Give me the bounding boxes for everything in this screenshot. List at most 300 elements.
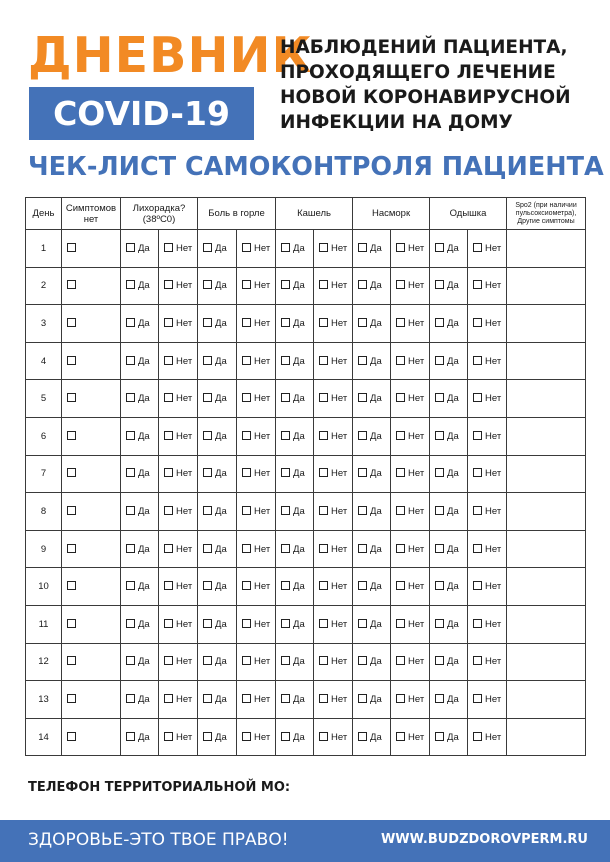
runny-nose-yes-checkbox[interactable] — [358, 544, 367, 553]
cough-yes-checkbox[interactable] — [281, 656, 290, 665]
runny-nose-no-checkbox[interactable] — [396, 431, 405, 440]
fever-yes-cell — [121, 605, 159, 643]
cough-no-cell — [314, 643, 353, 681]
shortness-of-breath-yes-checkbox[interactable] — [435, 506, 444, 515]
sore-throat-yes-checkbox[interactable] — [203, 393, 212, 402]
no-label: Нет — [408, 242, 425, 254]
cough-no-cell — [314, 605, 353, 643]
runny-nose-no-checkbox[interactable] — [396, 280, 405, 289]
no-symptoms-checkbox[interactable] — [67, 619, 76, 628]
shortness-of-breath-no-cell — [468, 342, 507, 380]
spo2-other-symptoms-cell[interactable] — [507, 230, 586, 268]
no-symptoms-checkbox[interactable] — [67, 694, 76, 703]
yes-label: Да — [138, 393, 150, 405]
fever-no-checkbox[interactable] — [164, 581, 173, 590]
fever-yes-checkbox[interactable] — [126, 694, 135, 703]
shortness-of-breath-yes-checkbox[interactable] — [435, 581, 444, 590]
shortness-of-breath-yes-cell — [430, 455, 468, 493]
no-symptoms-checkbox[interactable] — [67, 544, 76, 553]
no-symptoms-checkbox[interactable] — [67, 280, 76, 289]
sore-throat-yes-checkbox[interactable] — [203, 506, 212, 515]
sore-throat-no-cell — [237, 417, 276, 455]
yes-label: Да — [138, 656, 150, 668]
cough-no-cell — [314, 230, 353, 268]
spo2-other-symptoms-cell[interactable] — [507, 455, 586, 493]
shortness-of-breath-yes-cell — [430, 305, 468, 343]
no-label: Нет — [254, 468, 271, 480]
shortness-of-breath-yes-checkbox[interactable] — [435, 619, 444, 628]
cough-no-checkbox[interactable] — [319, 243, 328, 252]
shortness-of-breath-no-checkbox[interactable] — [473, 656, 482, 665]
runny-nose-no-checkbox[interactable] — [396, 393, 405, 402]
fever-yes-checkbox[interactable] — [126, 468, 135, 477]
no-symptoms-cell — [62, 493, 121, 531]
runny-nose-yes-checkbox[interactable] — [358, 656, 367, 665]
sore-throat-yes-checkbox[interactable] — [203, 619, 212, 628]
cough-no-checkbox[interactable] — [319, 506, 328, 515]
shortness-of-breath-no-checkbox[interactable] — [473, 431, 482, 440]
cough-yes-cell — [276, 230, 314, 268]
sore-throat-no-checkbox[interactable] — [242, 243, 251, 252]
runny-nose-no-checkbox[interactable] — [396, 656, 405, 665]
spo2-other-symptoms-cell[interactable] — [507, 417, 586, 455]
no-symptoms-checkbox[interactable] — [67, 356, 76, 365]
no-label: Нет — [485, 317, 502, 329]
fever-yes-checkbox[interactable] — [126, 356, 135, 365]
yes-label: Да — [215, 581, 227, 593]
no-label: Нет — [485, 430, 502, 442]
spo2-other-symptoms-cell[interactable] — [507, 718, 586, 756]
fever-yes-cell — [121, 455, 159, 493]
cough-yes-checkbox[interactable] — [281, 393, 290, 402]
shortness-of-breath-yes-checkbox[interactable] — [435, 280, 444, 289]
fever-yes-checkbox[interactable] — [126, 544, 135, 553]
spo2-other-symptoms-cell[interactable] — [507, 643, 586, 681]
sore-throat-yes-checkbox[interactable] — [203, 544, 212, 553]
shortness-of-breath-no-cell — [468, 681, 507, 719]
yes-label: Да — [138, 280, 150, 292]
runny-nose-no-checkbox[interactable] — [396, 581, 405, 590]
shortness-of-breath-yes-checkbox[interactable] — [435, 356, 444, 365]
runny-nose-no-cell — [391, 493, 430, 531]
shortness-of-breath-no-checkbox[interactable] — [473, 356, 482, 365]
cough-no-checkbox[interactable] — [319, 468, 328, 477]
no-label: Нет — [408, 581, 425, 593]
cough-no-checkbox[interactable] — [319, 544, 328, 553]
sore-throat-no-cell — [237, 380, 276, 418]
sore-throat-no-checkbox[interactable] — [242, 468, 251, 477]
runny-nose-no-checkbox[interactable] — [396, 468, 405, 477]
no-symptoms-checkbox[interactable] — [67, 656, 76, 665]
fever-yes-checkbox[interactable] — [126, 732, 135, 741]
sore-throat-yes-checkbox[interactable] — [203, 431, 212, 440]
table-row — [26, 417, 586, 455]
shortness-of-breath-yes-cell — [430, 643, 468, 681]
yes-label: Да — [447, 242, 459, 254]
no-label: Нет — [485, 242, 502, 254]
no-label: Нет — [331, 280, 348, 292]
fever-yes-cell — [121, 643, 159, 681]
fever-yes-checkbox[interactable] — [126, 581, 135, 590]
cough-yes-checkbox[interactable] — [281, 544, 290, 553]
sore-throat-yes-checkbox[interactable] — [203, 318, 212, 327]
footer-website-link[interactable]: WWW.BUDZDOROVPERM.RU — [380, 832, 588, 847]
runny-nose-yes-checkbox[interactable] — [358, 356, 367, 365]
no-symptoms-checkbox[interactable] — [67, 468, 76, 477]
fever-yes-checkbox[interactable] — [126, 393, 135, 402]
yes-label: Да — [215, 656, 227, 668]
no-label: Нет — [254, 317, 271, 329]
col-header-day: День — [26, 198, 62, 230]
sore-throat-yes-checkbox[interactable] — [203, 468, 212, 477]
diary-title: ДНЕВНИК — [28, 27, 313, 84]
fever-no-cell — [159, 455, 198, 493]
fever-no-checkbox[interactable] — [164, 356, 173, 365]
cough-yes-checkbox[interactable] — [281, 356, 290, 365]
runny-nose-yes-checkbox[interactable] — [358, 581, 367, 590]
no-symptoms-cell — [62, 455, 121, 493]
fever-no-checkbox[interactable] — [164, 656, 173, 665]
yes-label: Да — [370, 731, 382, 743]
runny-nose-no-checkbox[interactable] — [396, 506, 405, 515]
sore-throat-no-cell — [237, 493, 276, 531]
yes-label: Да — [138, 693, 150, 705]
no-label: Нет — [331, 731, 348, 743]
shortness-of-breath-yes-cell — [430, 417, 468, 455]
cough-no-checkbox[interactable] — [319, 732, 328, 741]
shortness-of-breath-yes-checkbox[interactable] — [435, 318, 444, 327]
runny-nose-no-cell — [391, 605, 430, 643]
yes-label: Да — [447, 468, 459, 480]
runny-nose-yes-checkbox[interactable] — [358, 243, 367, 252]
fever-yes-checkbox[interactable] — [126, 280, 135, 289]
no-symptoms-cell — [62, 681, 121, 719]
spo2-other-symptoms-cell[interactable] — [507, 568, 586, 606]
shortness-of-breath-no-checkbox[interactable] — [473, 318, 482, 327]
day-number: 5 — [26, 380, 62, 418]
yes-label: Да — [138, 581, 150, 593]
cough-yes-cell — [276, 493, 314, 531]
no-label: Нет — [331, 505, 348, 517]
yes-label: Да — [293, 618, 305, 630]
sore-throat-yes-checkbox[interactable] — [203, 656, 212, 665]
no-label: Нет — [331, 317, 348, 329]
cough-yes-checkbox[interactable] — [281, 581, 290, 590]
cough-no-checkbox[interactable] — [319, 280, 328, 289]
cough-yes-cell — [276, 568, 314, 606]
spo2-other-symptoms-cell[interactable] — [507, 305, 586, 343]
fever-no-checkbox[interactable] — [164, 431, 173, 440]
yes-label: Да — [215, 393, 227, 405]
runny-nose-no-cell — [391, 267, 430, 305]
sore-throat-no-cell — [237, 230, 276, 268]
shortness-of-breath-no-checkbox[interactable] — [473, 506, 482, 515]
shortness-of-breath-no-checkbox[interactable] — [473, 581, 482, 590]
no-label: Нет — [331, 618, 348, 630]
no-symptoms-checkbox[interactable] — [67, 732, 76, 741]
shortness-of-breath-no-checkbox[interactable] — [473, 393, 482, 402]
sore-throat-no-checkbox[interactable] — [242, 581, 251, 590]
yes-label: Да — [447, 355, 459, 367]
cough-no-checkbox[interactable] — [319, 393, 328, 402]
sore-throat-yes-cell — [198, 605, 237, 643]
cough-yes-cell — [276, 417, 314, 455]
shortness-of-breath-yes-checkbox[interactable] — [435, 468, 444, 477]
yes-label: Да — [447, 618, 459, 630]
fever-no-cell — [159, 267, 198, 305]
yes-label: Да — [447, 581, 459, 593]
runny-nose-no-cell — [391, 305, 430, 343]
col-header-no-symptoms: Симптомов нет — [62, 198, 121, 230]
sore-throat-no-cell — [237, 267, 276, 305]
no-label: Нет — [408, 355, 425, 367]
fever-no-cell — [159, 605, 198, 643]
sore-throat-no-checkbox[interactable] — [242, 356, 251, 365]
spo2-other-symptoms-cell[interactable] — [507, 530, 586, 568]
cough-no-checkbox[interactable] — [319, 694, 328, 703]
day-number: 13 — [26, 681, 62, 719]
runny-nose-no-checkbox[interactable] — [396, 544, 405, 553]
table-row — [26, 718, 586, 756]
sore-throat-no-cell — [237, 681, 276, 719]
sore-throat-no-checkbox[interactable] — [242, 619, 251, 628]
shortness-of-breath-no-checkbox[interactable] — [473, 544, 482, 553]
sore-throat-yes-checkbox[interactable] — [203, 280, 212, 289]
sore-throat-yes-cell — [198, 681, 237, 719]
no-symptoms-checkbox[interactable] — [67, 581, 76, 590]
sore-throat-yes-checkbox[interactable] — [203, 732, 212, 741]
shortness-of-breath-yes-checkbox[interactable] — [435, 544, 444, 553]
sore-throat-no-cell — [237, 342, 276, 380]
checklist-title: ЧЕК-ЛИСТ САМОКОНТРОЛЯ ПАЦИЕНТА — [28, 152, 604, 182]
runny-nose-yes-cell — [353, 493, 391, 531]
no-symptoms-checkbox[interactable] — [67, 318, 76, 327]
fever-yes-checkbox[interactable] — [126, 619, 135, 628]
cough-yes-checkbox[interactable] — [281, 468, 290, 477]
yes-label: Да — [293, 355, 305, 367]
yes-label: Да — [215, 505, 227, 517]
shortness-of-breath-yes-checkbox[interactable] — [435, 656, 444, 665]
runny-nose-yes-checkbox[interactable] — [358, 468, 367, 477]
shortness-of-breath-yes-checkbox[interactable] — [435, 393, 444, 402]
shortness-of-breath-yes-cell — [430, 342, 468, 380]
col-header-shortness-of-breath: Одышка — [430, 198, 507, 230]
no-symptoms-checkbox[interactable] — [67, 506, 76, 515]
no-label: Нет — [485, 280, 502, 292]
fever-no-checkbox[interactable] — [164, 694, 173, 703]
no-label: Нет — [176, 618, 193, 630]
cough-yes-checkbox[interactable] — [281, 431, 290, 440]
no-label: Нет — [176, 355, 193, 367]
cough-yes-checkbox[interactable] — [281, 732, 290, 741]
yes-label: Да — [370, 468, 382, 480]
sore-throat-yes-checkbox[interactable] — [203, 243, 212, 252]
no-label: Нет — [408, 618, 425, 630]
sore-throat-no-checkbox[interactable] — [242, 506, 251, 515]
spo2-other-symptoms-cell[interactable] — [507, 380, 586, 418]
runny-nose-yes-checkbox[interactable] — [358, 506, 367, 515]
shortness-of-breath-yes-checkbox[interactable] — [435, 243, 444, 252]
sore-throat-yes-cell — [198, 342, 237, 380]
runny-nose-yes-checkbox[interactable] — [358, 732, 367, 741]
shortness-of-breath-yes-checkbox[interactable] — [435, 431, 444, 440]
fever-no-checkbox[interactable] — [164, 318, 173, 327]
fever-yes-cell — [121, 718, 159, 756]
runny-nose-yes-cell — [353, 530, 391, 568]
spo2-other-symptoms-cell[interactable] — [507, 493, 586, 531]
runny-nose-no-checkbox[interactable] — [396, 243, 405, 252]
fever-no-checkbox[interactable] — [164, 393, 173, 402]
no-symptoms-checkbox[interactable] — [67, 243, 76, 252]
fever-yes-cell — [121, 305, 159, 343]
cough-no-checkbox[interactable] — [319, 656, 328, 665]
no-label: Нет — [408, 393, 425, 405]
cough-yes-checkbox[interactable] — [281, 280, 290, 289]
footer-slogan: ЗДОРОВЬЕ-ЭТО ТВОЕ ПРАВО! — [28, 830, 289, 850]
no-label: Нет — [408, 430, 425, 442]
runny-nose-no-checkbox[interactable] — [396, 318, 405, 327]
runny-nose-no-cell — [391, 230, 430, 268]
shortness-of-breath-yes-cell — [430, 605, 468, 643]
runny-nose-no-cell — [391, 718, 430, 756]
no-label: Нет — [331, 430, 348, 442]
runny-nose-yes-checkbox[interactable] — [358, 619, 367, 628]
cough-yes-checkbox[interactable] — [281, 619, 290, 628]
sore-throat-no-checkbox[interactable] — [242, 280, 251, 289]
cough-yes-checkbox[interactable] — [281, 506, 290, 515]
yes-label: Да — [370, 317, 382, 329]
fever-no-checkbox[interactable] — [164, 243, 173, 252]
sore-throat-no-checkbox[interactable] — [242, 318, 251, 327]
no-symptoms-checkbox[interactable] — [67, 393, 76, 402]
shortness-of-breath-no-checkbox[interactable] — [473, 732, 482, 741]
sore-throat-no-checkbox[interactable] — [242, 393, 251, 402]
no-symptoms-checkbox[interactable] — [67, 431, 76, 440]
sore-throat-yes-cell — [198, 643, 237, 681]
no-label: Нет — [254, 505, 271, 517]
cough-no-checkbox[interactable] — [319, 318, 328, 327]
sore-throat-no-checkbox[interactable] — [242, 544, 251, 553]
sore-throat-no-checkbox[interactable] — [242, 656, 251, 665]
runny-nose-yes-checkbox[interactable] — [358, 280, 367, 289]
no-symptoms-cell — [62, 230, 121, 268]
yes-label: Да — [293, 393, 305, 405]
sore-throat-no-checkbox[interactable] — [242, 732, 251, 741]
shortness-of-breath-yes-checkbox[interactable] — [435, 732, 444, 741]
runny-nose-no-checkbox[interactable] — [396, 356, 405, 365]
shortness-of-breath-no-checkbox[interactable] — [473, 619, 482, 628]
sore-throat-no-checkbox[interactable] — [242, 431, 251, 440]
runny-nose-no-checkbox[interactable] — [396, 619, 405, 628]
spo2-other-symptoms-cell[interactable] — [507, 605, 586, 643]
spo2-other-symptoms-cell[interactable] — [507, 342, 586, 380]
yes-label: Да — [447, 317, 459, 329]
no-symptoms-cell — [62, 267, 121, 305]
runny-nose-yes-cell — [353, 643, 391, 681]
runny-nose-no-checkbox[interactable] — [396, 732, 405, 741]
cough-yes-cell — [276, 267, 314, 305]
yes-label: Да — [215, 693, 227, 705]
sore-throat-yes-checkbox[interactable] — [203, 356, 212, 365]
day-number: 10 — [26, 568, 62, 606]
cough-no-checkbox[interactable] — [319, 431, 328, 440]
sore-throat-no-cell — [237, 305, 276, 343]
shortness-of-breath-no-checkbox[interactable] — [473, 243, 482, 252]
cough-no-cell — [314, 305, 353, 343]
cough-no-cell — [314, 455, 353, 493]
fever-yes-checkbox[interactable] — [126, 431, 135, 440]
yes-label: Да — [215, 731, 227, 743]
fever-no-checkbox[interactable] — [164, 544, 173, 553]
fever-yes-checkbox[interactable] — [126, 243, 135, 252]
fever-yes-checkbox[interactable] — [126, 656, 135, 665]
fever-threshold: (38ºC0) — [142, 213, 176, 225]
cough-yes-checkbox[interactable] — [281, 318, 290, 327]
sore-throat-yes-checkbox[interactable] — [203, 581, 212, 590]
no-symptoms-cell — [62, 530, 121, 568]
fever-no-cell — [159, 530, 198, 568]
yes-label: Да — [293, 317, 305, 329]
shortness-of-breath-no-checkbox[interactable] — [473, 280, 482, 289]
cough-no-checkbox[interactable] — [319, 356, 328, 365]
cough-no-checkbox[interactable] — [319, 581, 328, 590]
fever-no-checkbox[interactable] — [164, 506, 173, 515]
shortness-of-breath-no-checkbox[interactable] — [473, 468, 482, 477]
yes-label: Да — [215, 280, 227, 292]
yes-label: Да — [138, 505, 150, 517]
table-row — [26, 455, 586, 493]
sore-throat-yes-cell — [198, 380, 237, 418]
runny-nose-yes-checkbox[interactable] — [358, 393, 367, 402]
sore-throat-no-checkbox[interactable] — [242, 694, 251, 703]
fever-no-checkbox[interactable] — [164, 732, 173, 741]
cough-yes-checkbox[interactable] — [281, 243, 290, 252]
fever-yes-checkbox[interactable] — [126, 506, 135, 515]
shortness-of-breath-yes-cell — [430, 568, 468, 606]
yes-label: Да — [370, 355, 382, 367]
runny-nose-no-checkbox[interactable] — [396, 694, 405, 703]
no-label: Нет — [485, 355, 502, 367]
col-header-cough: Кашель — [276, 198, 353, 230]
footer-bar — [0, 820, 610, 862]
yes-label: Да — [370, 430, 382, 442]
cough-yes-checkbox[interactable] — [281, 694, 290, 703]
no-label: Нет — [254, 693, 271, 705]
fever-no-checkbox[interactable] — [164, 619, 173, 628]
runny-nose-yes-cell — [353, 455, 391, 493]
fever-no-checkbox[interactable] — [164, 468, 173, 477]
diary-subtitle — [280, 35, 590, 135]
fever-yes-checkbox[interactable] — [126, 318, 135, 327]
runny-nose-yes-checkbox[interactable] — [358, 694, 367, 703]
fever-no-checkbox[interactable] — [164, 280, 173, 289]
shortness-of-breath-yes-checkbox[interactable] — [435, 694, 444, 703]
spo2-other-symptoms-cell[interactable] — [507, 267, 586, 305]
col-header-spo2 — [507, 198, 586, 230]
cough-yes-cell — [276, 380, 314, 418]
spo2-other-symptoms-cell[interactable] — [507, 681, 586, 719]
no-label: Нет — [408, 317, 425, 329]
runny-nose-yes-checkbox[interactable] — [358, 318, 367, 327]
no-label: Нет — [331, 693, 348, 705]
yes-label: Да — [293, 468, 305, 480]
shortness-of-breath-yes-cell — [430, 681, 468, 719]
sore-throat-yes-checkbox[interactable] — [203, 694, 212, 703]
yes-label: Да — [447, 505, 459, 517]
runny-nose-yes-checkbox[interactable] — [358, 431, 367, 440]
shortness-of-breath-no-checkbox[interactable] — [473, 694, 482, 703]
cough-no-checkbox[interactable] — [319, 619, 328, 628]
